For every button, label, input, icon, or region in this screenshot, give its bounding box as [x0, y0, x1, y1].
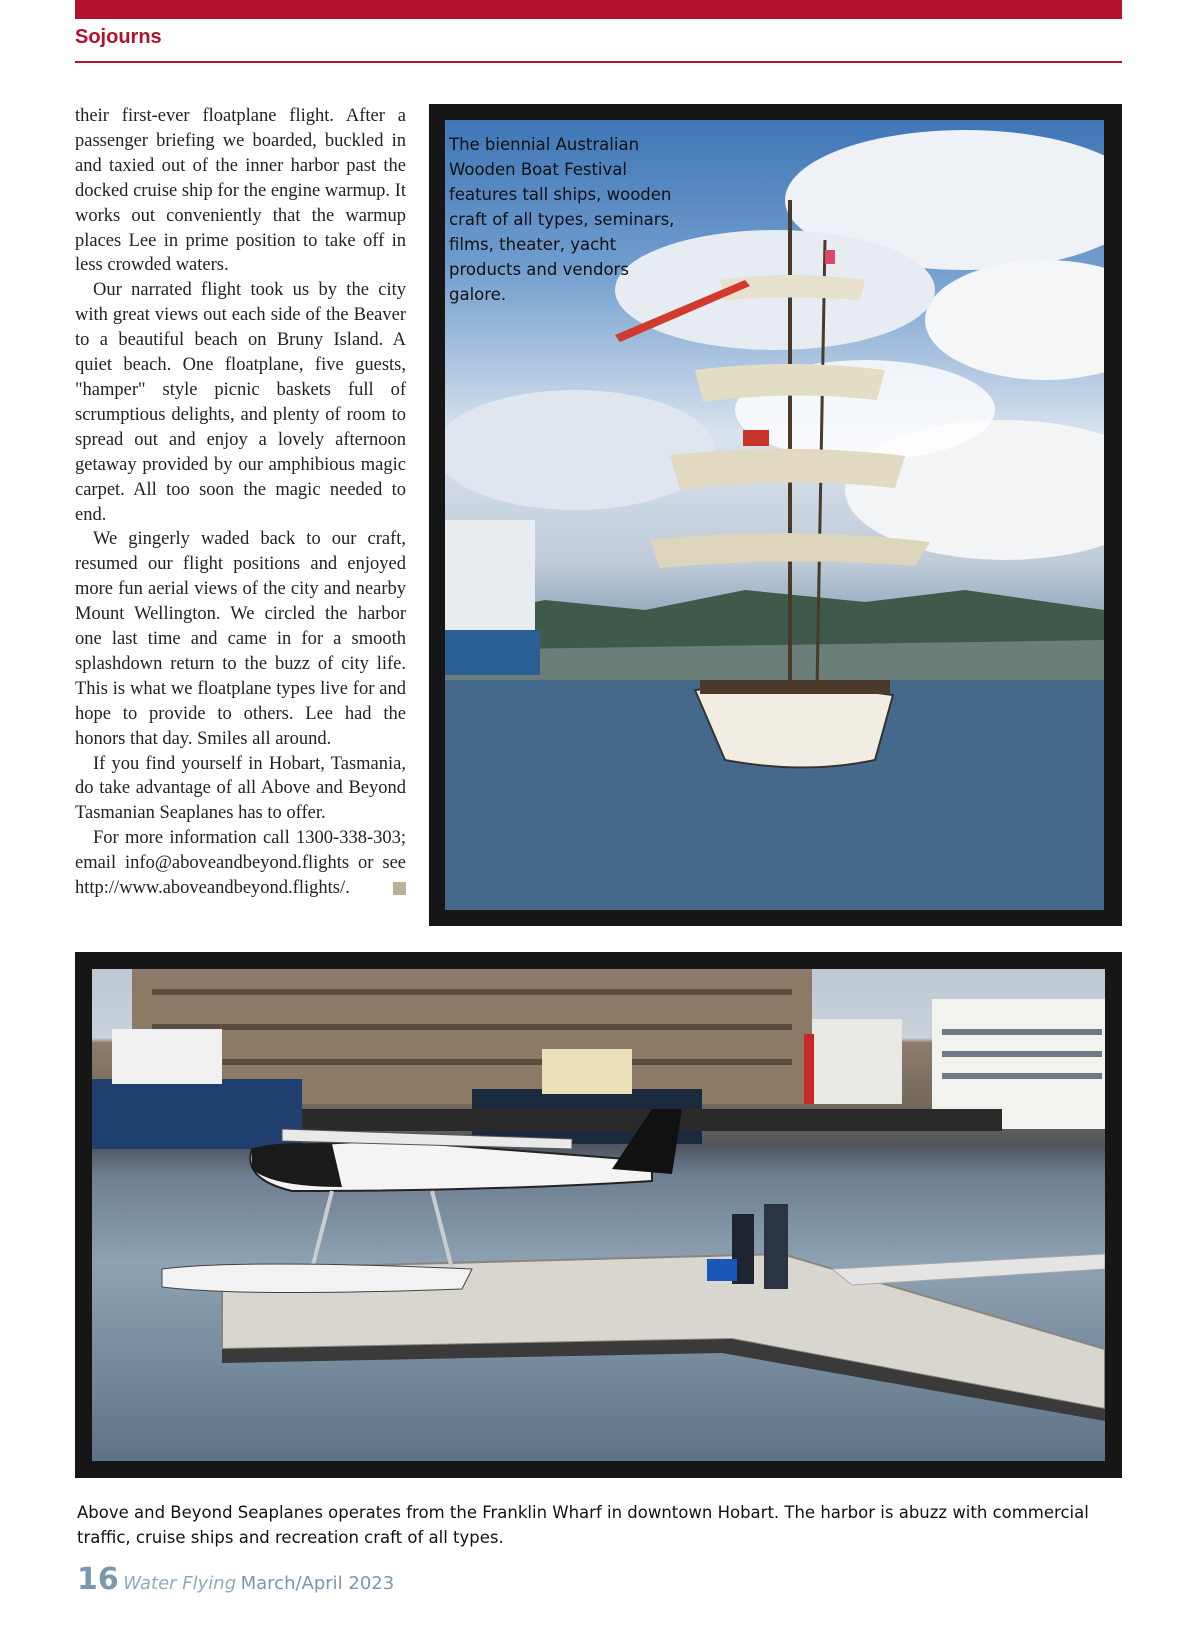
seaplane-photo — [92, 969, 1105, 1461]
publication-name: Water Flying — [123, 1573, 237, 1594]
article-paragraph: We gingerly waded back to our craft, resumed our flight positions and enjoyed more fun aerial views of the city and nearby Mount Wellington. We circled the harbor one last time and came in for a smooth splashdown return to the buzz of city life. This is what we floatplane types live for and hope to provide to others. Lee had the honors that day. Smiles all around. — [75, 529, 406, 749]
header-bar — [75, 0, 1122, 19]
page-footer — [77, 1562, 394, 1597]
header-rule — [75, 61, 1122, 63]
section-title: Sojourns — [75, 26, 162, 48]
article-paragraph: their first-ever floatplane flight. After a passenger briefing we boarded, buckled in and taxied out of the inner harbor past the docked cruise ship for the engine warmup. It works out conveniently that the warmup places Lee in prime position to take off in less crowded waters. — [75, 106, 406, 276]
contact-info-text: For more information call 1300-338-303; email info@aboveandbeyond.flights or see http://www.aboveandbeyond.flights/. — [75, 828, 406, 899]
seaplane-photo-frame — [75, 952, 1122, 1478]
article-paragraph — [75, 826, 406, 901]
page-number: 16 — [77, 1562, 119, 1597]
article-paragraph: Our narrated flight took us by the city with great views out each side of the Beaver to a beautiful beach on Bruny Island. A quiet beach. One floatplane, five guests, "hamper" style picnic baskets full of scrumptious delights, and plenty of room to spread out and enjoy a lovely afternoon getaway provided by our amphibious magic carpet. All too soon the magic needed to end. — [75, 280, 406, 525]
tall-ship-caption: The biennial Australian Wooden Boat Festival features tall ships, wooden craft of all types, seminars, films, theater, yacht products and vendors galore. — [449, 135, 675, 304]
issue-date: March/April 2023 — [240, 1573, 395, 1594]
article-column — [75, 104, 406, 901]
article-paragraph: If you find yourself in Hobart, Tasmania, do take advantage of all Above and Beyond Tasmanian Seaplanes has to offer. — [75, 753, 406, 824]
tall-ship-photo — [445, 120, 1104, 910]
seaplane-illustration — [92, 969, 1105, 1461]
end-of-article-mark — [393, 882, 406, 895]
tall-ship-photo-frame — [429, 104, 1122, 926]
seaplane-caption: Above and Beyond Seaplanes operates from the Franklin Wharf in downtown Hobart. The harbor is abuzz with commercial traffic, cruise ships and recreation craft of all types. — [77, 1503, 1089, 1547]
